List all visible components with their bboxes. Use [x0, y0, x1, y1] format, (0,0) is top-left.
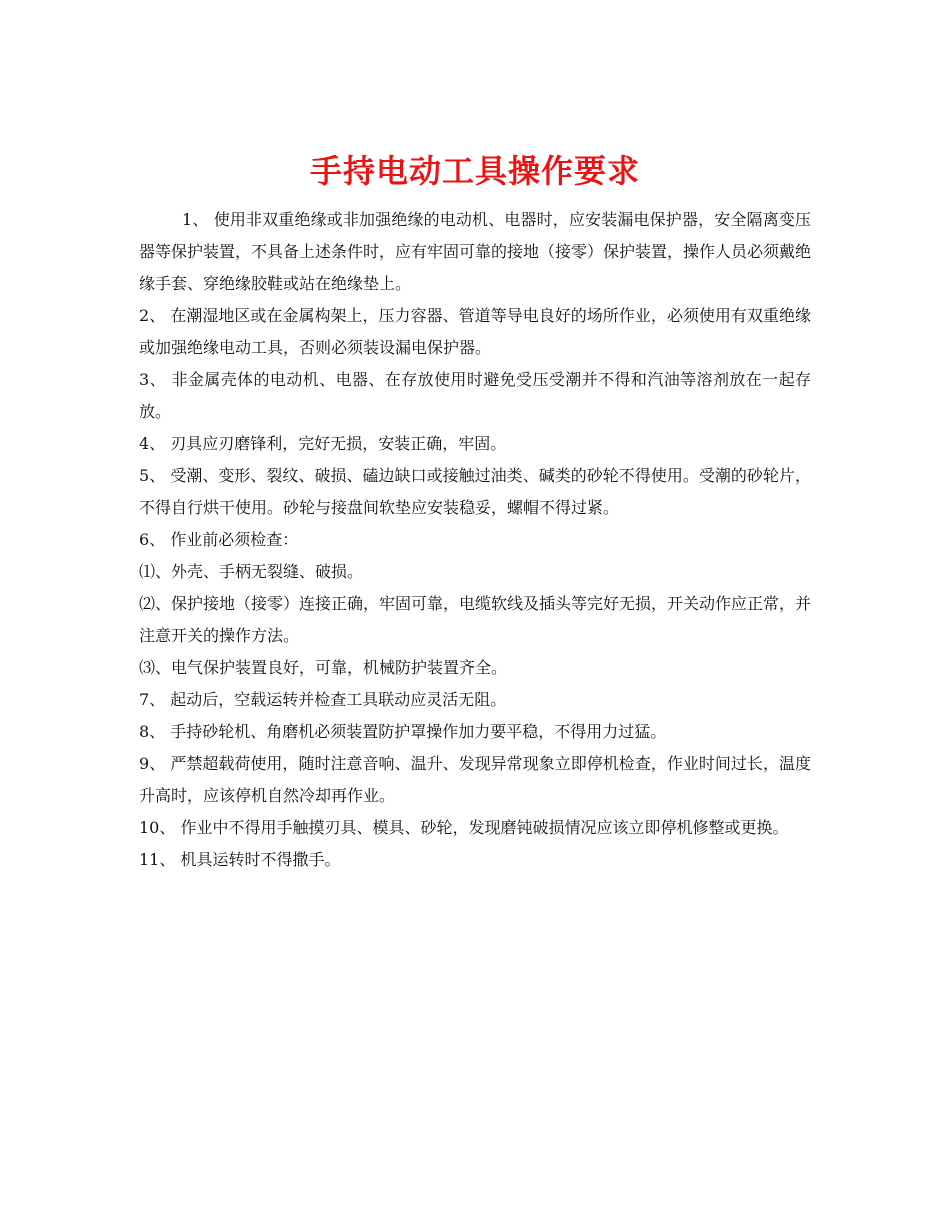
paragraph-9: 9、 严禁超载荷使用，随时注意音响、温升、发现异常现象立即停机检查，作业时间过长，温度升高时，应该停机自然冷却再作业。: [139, 754, 811, 805]
paragraph-4: 4、 刃具应刃磨锋利，完好无损，安装正确，牢固。: [139, 434, 507, 453]
sub-item-3: ⑶、电气保护装置良好，可靠，机械防护装置齐全。: [139, 658, 508, 677]
paragraph-6: 6、 作业前必须检查：: [139, 530, 299, 549]
paragraph-10: 10、 作业中不得用手触摸刃具、模具、砂轮，发现磨钝破损情况应该立即停机修整或更换。: [139, 818, 789, 837]
sub-item-1: ⑴、外壳、手柄无裂缝、破损。: [139, 562, 364, 581]
document-body: [139, 204, 811, 876]
paragraph-1: 1、 使用非双重绝缘或非加强绝缘的电动机、电器时，应安装漏电保护器，安全隔离变压器等保护装置，不具备上述条件时，应有牢固可靠的接地（接零）保护装置，操作人员必须戴绝缘手套、穿绝缘胶鞋或站在绝缘垫上。: [139, 210, 812, 293]
paragraph-5: 5、 受潮、变形、裂纹、破损、磕边缺口或接触过油类、碱类的砂轮不得使用。受潮的砂轮片，不得自行烘干使用。砂轮与接盘间软垫应安装稳妥，螺帽不得过紧。: [139, 466, 811, 517]
paragraph-11: 11、 机具运转时不得撒手。: [139, 850, 341, 869]
document-title: 手持电动工具操作要求: [309, 152, 640, 191]
paragraph-2: 2、 在潮湿地区或在金属构架上，压力容器、管道等导电良好的场所作业，必须使用有双重绝缘或加强绝缘电动工具，否则必须装设漏电保护器。: [139, 306, 811, 357]
paragraph-8: 8、 手持砂轮机、角磨机必须装置防护罩操作加力要平稳，不得用力过猛。: [139, 722, 667, 741]
paragraph-3: 3、 非金属壳体的电动机、电器、在存放使用时避免受压受潮并不得和汽油等溶剂放在一起存放。: [139, 370, 811, 421]
sub-item-2: ⑵、保护接地（接零）连接正确，牢固可靠，电缆软线及插头等完好无损，开关动作应正常，并注意开关的操作方法。: [139, 594, 812, 645]
paragraph-7: 7、 起动后，空载运转并检查工具联动应灵活无阻。: [139, 690, 507, 709]
